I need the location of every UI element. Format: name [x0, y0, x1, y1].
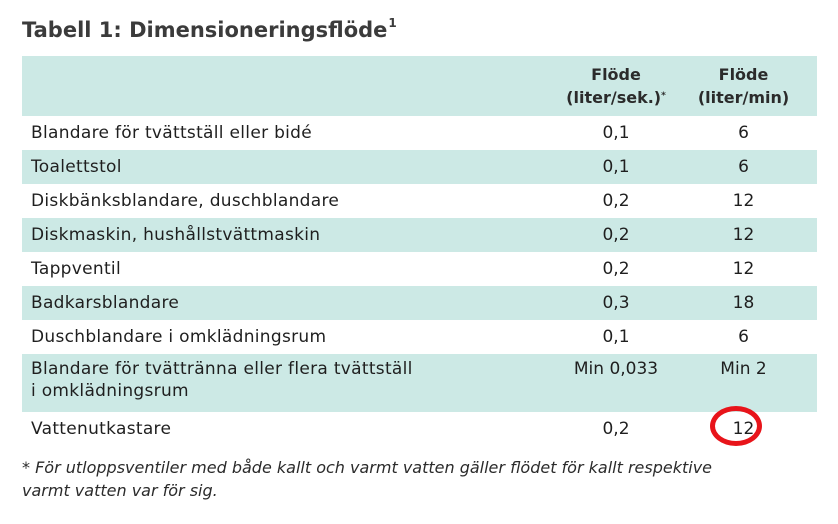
- row-flow-min: 12: [732, 191, 755, 211]
- highlighted-value-text: 12: [732, 419, 755, 439]
- highlighted-value: [733, 418, 755, 440]
- row-flow-min: 12: [732, 225, 755, 245]
- header-flow-min-line2: (liter/min): [697, 88, 790, 107]
- row-flow-sec: 0,1: [602, 157, 630, 177]
- header-flow-sec-unit: (liter/sek.): [566, 88, 662, 107]
- table-row: [22, 286, 817, 320]
- table-row: [22, 184, 817, 218]
- header-flow-min: [686, 63, 801, 109]
- header-flow-sec-asterisk: *: [661, 91, 666, 101]
- row-flow-sec: Min 0,033: [573, 359, 659, 379]
- row-name: Tappventil: [31, 259, 121, 279]
- header-flow-sec: [546, 63, 686, 109]
- row-name: Badkarsblandare: [31, 293, 180, 313]
- table-title: [22, 18, 397, 42]
- flow-table: [22, 56, 817, 446]
- row-flow-sec: 0,1: [602, 123, 630, 143]
- row-name: Diskbänksblandare, duschblandare: [31, 191, 340, 211]
- table-title-text: Tabell 1: Dimensioneringsflöde: [22, 18, 388, 42]
- header-flow-sec-line1: Flöde: [591, 65, 641, 84]
- table-row: [22, 116, 817, 150]
- row-flow-sec: 0,2: [602, 419, 630, 439]
- row-flow-min: 18: [732, 293, 755, 313]
- table-row: [22, 354, 817, 412]
- footnote-line1: * För utloppsventiler med både kallt och varmt vatten gäller flödet för kallt respektive: [22, 458, 713, 477]
- row-name: Toalettstol: [31, 157, 122, 177]
- row-flow-sec: 0,2: [602, 259, 630, 279]
- header-flow-min-line1: Flöde: [718, 65, 769, 84]
- row-flow-sec: 0,2: [602, 191, 630, 211]
- row-flow-min-highlighted: [686, 418, 801, 440]
- row-name-line1: Blandare för tvättränna eller flera tvättställ: [31, 359, 413, 379]
- row-name: Blandare för tvättställ eller bidé: [31, 123, 313, 143]
- row-flow-min: 6: [738, 123, 749, 143]
- table-title-footnote-mark: 1: [388, 16, 397, 30]
- footnote: [22, 456, 812, 502]
- header-flow-sec-line2: [546, 86, 686, 109]
- row-flow-sec: 0,2: [602, 225, 630, 245]
- table-row: [22, 412, 817, 446]
- row-name: Duschblandare i omklädningsrum: [31, 327, 327, 347]
- footnote-line2: varmt vatten var för sig.: [22, 481, 218, 500]
- table-row: [22, 218, 817, 252]
- table-row: [22, 320, 817, 354]
- row-flow-min: Min 2: [720, 359, 767, 379]
- table-header-row: [22, 56, 817, 116]
- row-flow-min: 6: [738, 157, 749, 177]
- table-row: [22, 150, 817, 184]
- red-circle-annotation: [710, 406, 762, 446]
- row-name: Vattenutkastare: [31, 419, 172, 439]
- row-flow-min: 6: [738, 327, 749, 347]
- row-name-line2: i omklädningsrum: [31, 381, 189, 401]
- row-flow-sec: 0,3: [602, 293, 630, 313]
- row-flow-sec: 0,1: [602, 327, 630, 347]
- row-name: Diskmaskin, hushållstvättmaskin: [31, 225, 321, 245]
- row-flow-min: 12: [732, 259, 755, 279]
- row-name: [22, 358, 546, 402]
- table-row: [22, 252, 817, 286]
